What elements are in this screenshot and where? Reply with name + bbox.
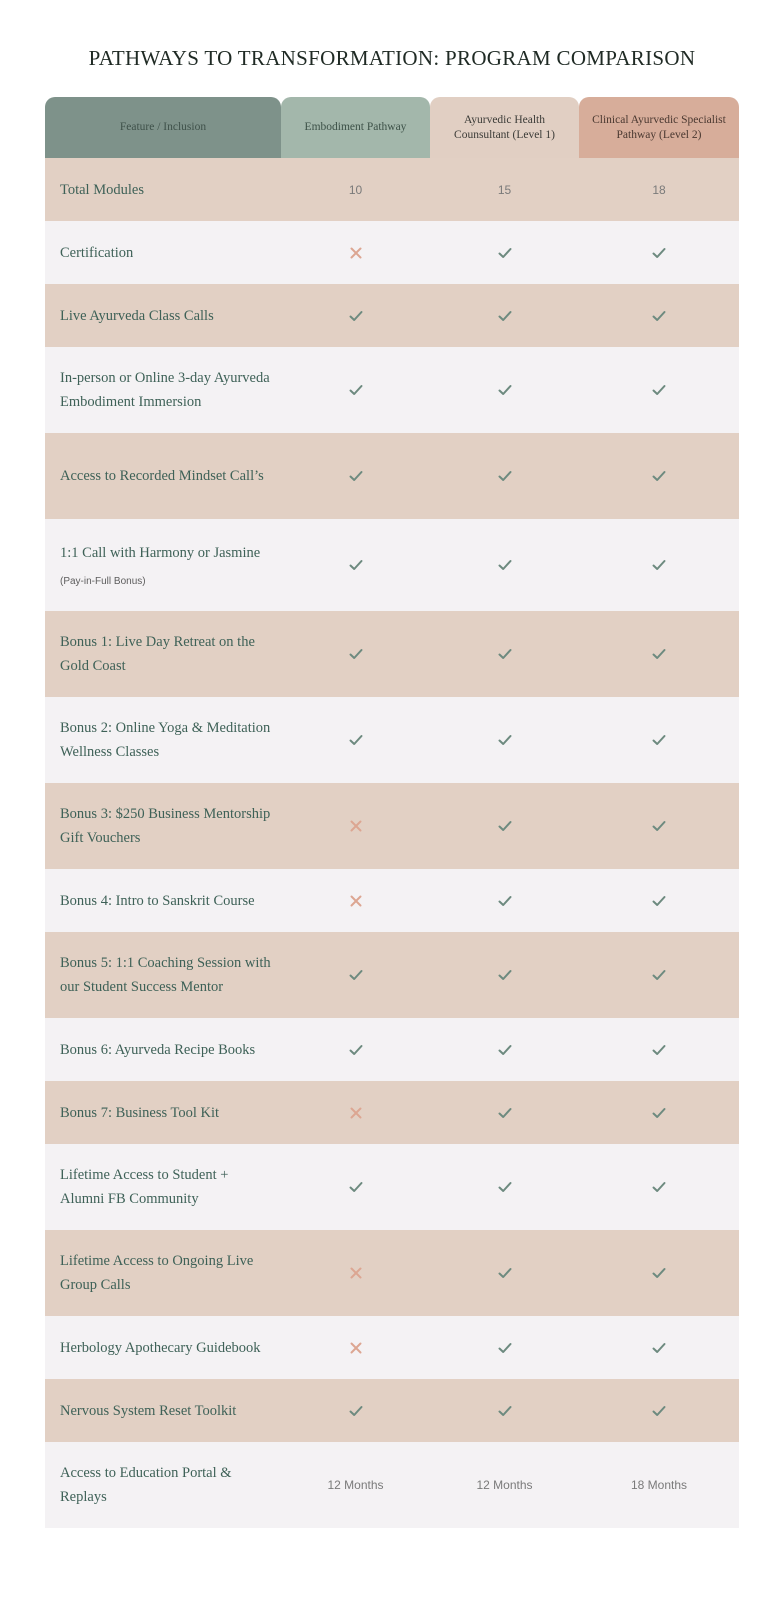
cell-level-1 [430,1403,579,1419]
row-label: Nervous System Reset Toolkit [60,1402,237,1419]
cell-level-2 [579,1042,739,1058]
check-icon [497,382,513,398]
cell-embodiment [281,308,430,324]
check-icon [497,732,513,748]
cell-level-1 [430,1265,579,1281]
cell-embodiment [281,893,430,909]
check-icon [497,1042,513,1058]
cross-icon [348,1105,364,1121]
cell-level-1 [430,1042,579,1058]
cell-level-2 [579,468,739,484]
cell-level-1 [430,732,579,748]
check-icon [497,893,513,909]
row-label: Bonus 7: Business Tool Kit [60,1104,220,1121]
row-label: Access to Recorded Mindset Call’s [60,468,264,484]
cell-embodiment [281,183,430,197]
cell-level-2 [579,183,739,197]
cell-embodiment [281,1340,430,1356]
value-text: 18 [652,182,666,197]
check-icon [348,1042,364,1058]
value-text: 12 Months [327,1478,384,1492]
comparison-table [45,97,739,1528]
check-icon [348,646,364,662]
row-label: Access to Education Portal & Replays [60,1465,232,1505]
check-icon [348,967,364,983]
cell-embodiment [281,245,430,261]
cell-level-2 [579,1403,739,1419]
table-row [45,347,739,433]
check-icon [651,1340,667,1356]
check-icon [651,1403,667,1419]
cell-embodiment [281,1478,430,1492]
check-icon [651,893,667,909]
row-label: Herbology Apothecary Guidebook [60,1339,261,1356]
cell-embodiment [281,732,430,748]
cell-level-2 [579,382,739,398]
table-row [45,519,739,611]
check-icon [497,468,513,484]
row-label: Lifetime Access to Student + Alumni FB Community [60,1167,229,1207]
row-label: Bonus 1: Live Day Retreat on the Gold Coast [60,634,255,674]
row-label: In-person or Online 3-day Ayurveda Embodiment Immersion [60,370,270,410]
row-label: Live Ayurveda Class Calls [60,307,214,324]
check-icon [348,557,364,573]
table-row [45,1379,739,1442]
check-icon [651,468,667,484]
check-icon [348,732,364,748]
cell-embodiment [281,557,430,573]
check-icon [651,818,667,834]
cell-level-1 [430,967,579,983]
table-row [45,1081,739,1144]
check-icon [651,557,667,573]
cell-level-2 [579,646,739,662]
table-row [45,611,739,697]
value-text: 12 Months [476,1478,533,1492]
cell-level-2 [579,1105,739,1121]
cell-level-2 [579,1179,739,1195]
cell-embodiment [281,1403,430,1419]
table-row [45,158,739,221]
cell-embodiment [281,1179,430,1195]
value-text: 18 Months [630,1478,688,1492]
check-icon [497,308,513,324]
cell-level-1 [430,1340,579,1356]
row-label: Certification [60,244,134,261]
check-icon [651,1105,667,1121]
cell-embodiment [281,1042,430,1058]
cell-level-2 [579,1340,739,1356]
check-icon [651,646,667,662]
check-icon [348,1179,364,1195]
table-row [45,1316,739,1379]
cross-icon [348,1265,364,1281]
check-icon [348,308,364,324]
row-label: Bonus 5: 1:1 Coaching Session with our Student Success Mentor [60,955,271,995]
check-icon [651,1042,667,1058]
value-text: 15 [497,182,512,197]
cell-level-2 [579,967,739,983]
cell-level-2 [579,893,739,909]
cross-icon [348,245,364,261]
check-icon [651,245,667,261]
cell-level-1 [430,1179,579,1195]
check-icon [651,382,667,398]
table-row [45,221,739,284]
cell-embodiment [281,382,430,398]
cell-level-1 [430,818,579,834]
cell-level-1 [430,646,579,662]
check-icon [497,245,513,261]
check-icon [497,818,513,834]
row-label: Bonus 6: Ayurveda Recipe Books [60,1041,256,1058]
check-icon [348,468,364,484]
cell-level-1 [430,557,579,573]
table-row [45,1230,739,1316]
row-label: Total Modules [60,181,144,198]
value-text: 10 [348,182,363,197]
table-row [45,1018,739,1081]
cell-embodiment [281,646,430,662]
cell-level-2 [579,557,739,573]
check-icon [348,1403,364,1419]
row-label: Lifetime Access to Ongoing Live Group Calls [60,1253,254,1293]
cell-level-1 [430,308,579,324]
cell-level-1 [430,1105,579,1121]
table-row [45,1442,739,1528]
cell-level-1 [430,893,579,909]
table-row [45,284,739,347]
cell-level-2 [579,818,739,834]
cell-level-1 [430,1478,579,1492]
cell-level-2 [579,1265,739,1281]
cell-level-2 [579,308,739,324]
table-row [45,433,739,519]
cell-embodiment [281,818,430,834]
row-label-text: 1:1 Call with Harmony or Jasmine [60,545,261,561]
row-note: (Pay-in-Full Bonus) [60,576,146,587]
cell-level-2 [579,1478,739,1492]
check-icon [497,1105,513,1121]
cell-level-1 [430,245,579,261]
table-row [45,783,739,869]
column-header-level-1: Ayurvedic Health Counsultant (Level 1) [430,97,579,158]
cell-embodiment [281,1105,430,1121]
check-icon [497,1179,513,1195]
check-icon [497,1340,513,1356]
table-header [45,97,739,158]
check-icon [497,1403,513,1419]
check-icon [651,1265,667,1281]
cell-level-2 [579,732,739,748]
column-header-level-2: Clinical Ayurvedic Specialist Pathway (Level 2) [579,97,739,158]
page-title: PATHWAYS TO TRANSFORMATION: PROGRAM COMPARISON [88,46,696,70]
table-row [45,697,739,783]
check-icon [651,732,667,748]
table-row [45,932,739,1018]
check-icon [497,967,513,983]
cross-icon [348,1340,364,1356]
cross-icon [348,818,364,834]
row-label: Bonus 4: Intro to Sanskrit Course [60,892,255,909]
table-row [45,1144,739,1230]
check-icon [497,557,513,573]
check-icon [651,308,667,324]
check-icon [497,646,513,662]
column-header-embodiment-pathway: Embodiment Pathway [281,97,430,158]
table-row [45,869,739,932]
cell-embodiment [281,967,430,983]
cell-level-1 [430,183,579,197]
cell-embodiment [281,1265,430,1281]
column-header-feature: Feature / Inclusion [45,97,281,158]
check-icon [651,967,667,983]
check-icon [348,382,364,398]
cell-embodiment [281,468,430,484]
check-icon [497,1265,513,1281]
cell-level-1 [430,468,579,484]
cross-icon [348,893,364,909]
cell-level-2 [579,245,739,261]
row-label [45,541,281,589]
check-icon [651,1179,667,1195]
row-label: Bonus 2: Online Yoga & Meditation Wellness Classes [60,720,271,760]
cell-level-1 [430,382,579,398]
row-label: Bonus 3: $250 Business Mentorship Gift Vouchers [60,806,271,846]
